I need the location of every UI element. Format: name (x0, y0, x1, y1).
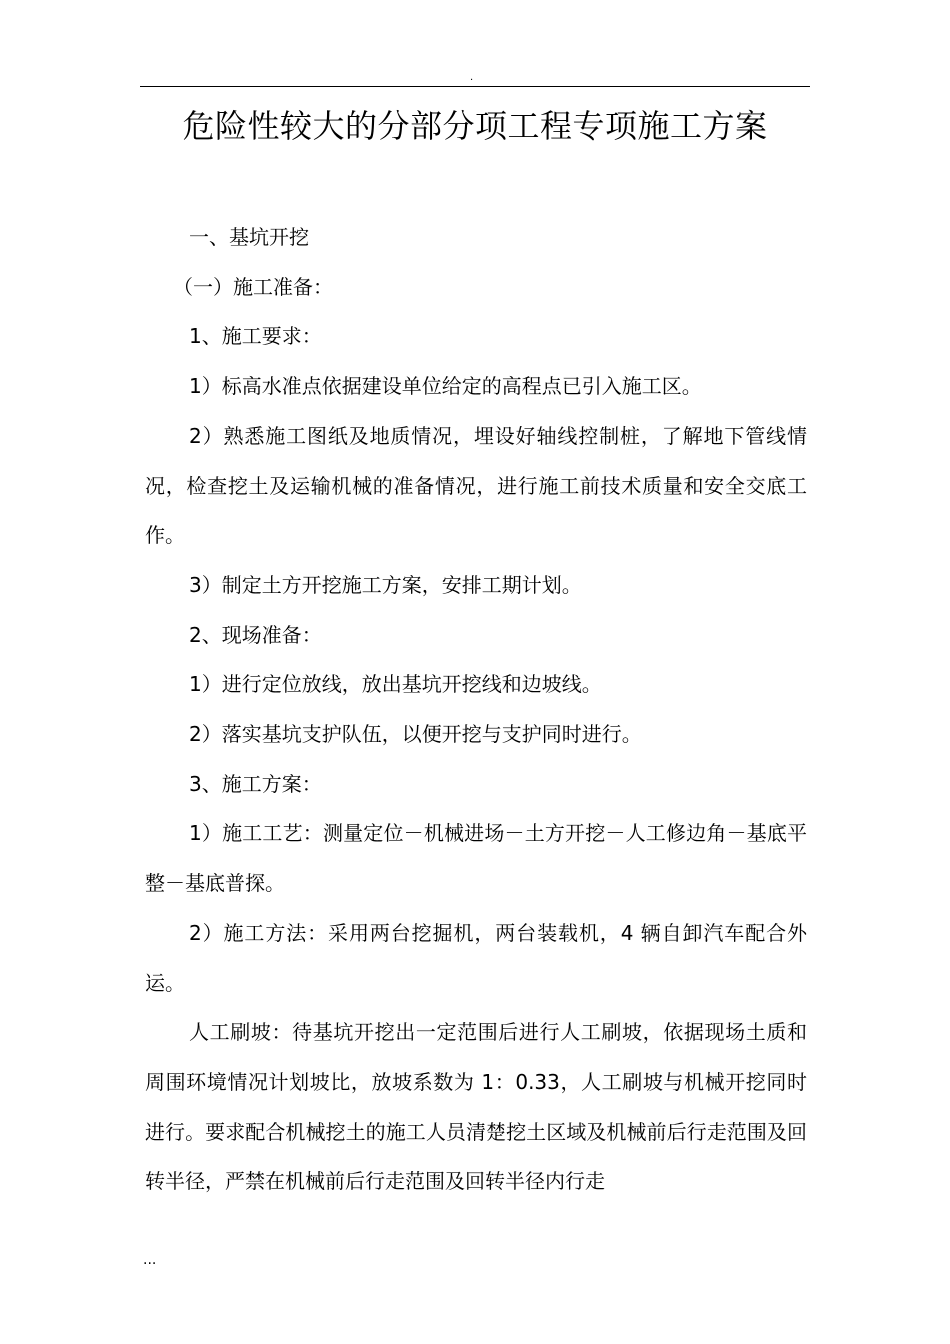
paragraph: 1）标高水准点依据建设单位给定的高程点已引入施工区。 (189, 374, 702, 399)
subsection-heading: （一）施工准备： (173, 274, 333, 299)
paragraph: 2）落实基坑支护队伍，以便开挖与支护同时进行。 (189, 722, 642, 747)
document-title: 危险性较大的分部分项工程专项施工方案 (182, 107, 768, 145)
paragraph: 人工刷坡：待基坑开挖出一定范围后进行人工刷坡，依据现场土质和周围环境情况计划坡比，放坡系数为 1：0.33，人工刷坡与机械开挖同时进行。要求配合机械挖土的施工人员清楚挖土区域及机械前后行走范围及回转半径，严禁在机械前后行走范围及回转半径内行走 (145, 1020, 807, 1194)
paragraph: 2）熟悉施工图纸及地质情况，埋设好轴线控制桩，了解地下管线情况，检查挖土及运输机械的准备情况，进行施工前技术质量和安全交底工作。 (145, 423, 807, 548)
header-rule (140, 86, 810, 87)
section-heading: 一、基坑开挖 (189, 225, 309, 249)
item-heading: 1、施工要求： (189, 324, 322, 349)
paragraph: 1）进行定位放线，放出基坑开挖线和边坡线。 (189, 672, 602, 697)
paragraph: 1）施工工艺：测量定位－机械进场－土方开挖－人工修边角－基底平整－基底普探。 (145, 821, 807, 896)
item-heading: 2、现场准备： (189, 622, 322, 647)
document-body (145, 213, 807, 1207)
footer-mark: ... (143, 1252, 157, 1268)
paragraph: 3）制定土方开挖施工方案，安排工期计划。 (189, 572, 582, 597)
item-heading: 3、施工方案： (189, 771, 322, 796)
header-mark: . (470, 72, 474, 83)
paragraph: 2）施工方法：采用两台挖掘机，两台装载机，4 辆自卸汽车配合外运。 (145, 920, 807, 995)
